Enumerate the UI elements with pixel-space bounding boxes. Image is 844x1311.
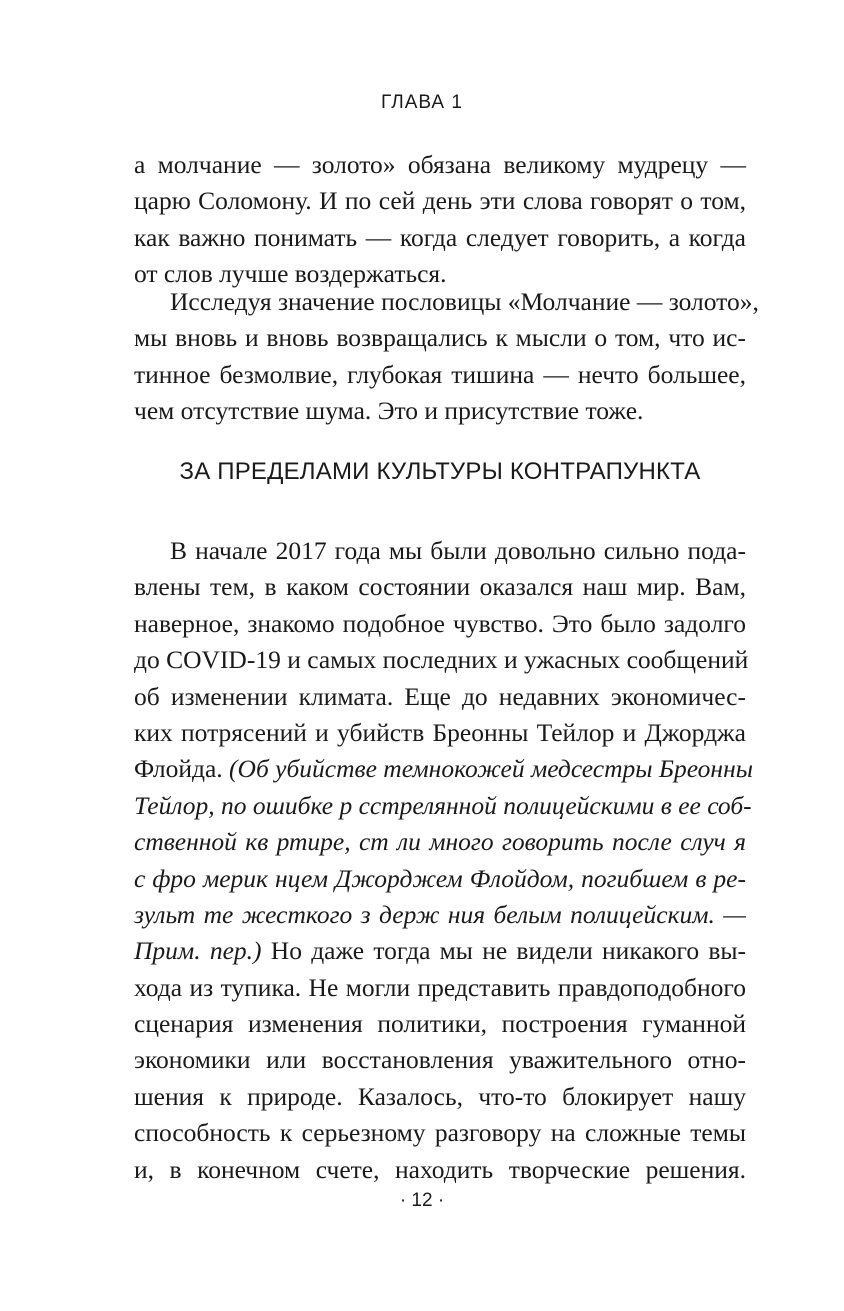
translator-note-line: с фро мерик нцем Джорджем Флойдом, погибшем в ре- <box>134 863 746 893</box>
text-line: от слов лучше воздержаться. <box>134 259 447 289</box>
text-line: царю Соломону. И по сей день эти слова говорят о том, <box>134 186 746 216</box>
text-line <box>134 933 746 969</box>
paragraph-2 <box>134 284 759 430</box>
translator-note-start: (Об убийстве темнокожей медсестры Бреонны <box>229 754 754 784</box>
text-line: и, в конечном счете, находить творческие решения. <box>134 1154 746 1184</box>
translator-note-line: ственной кв ртире, ст ли много говорить после случ я <box>134 827 746 857</box>
text-line: шения к природе. Казалось, что-то блокирует нашу <box>134 1081 746 1111</box>
text-line: чем отсутствие шума. Это и присутствие тоже. <box>134 396 644 426</box>
paragraph-1 <box>134 147 746 293</box>
text-line: до COVID-19 и самых последних и ужасных сообщений <box>134 645 749 675</box>
translator-note-line: Тейлор, по ошибке р сстрелянной полицейскими в ее соб- <box>134 790 752 820</box>
translator-note-end: Прим. пер.) <box>134 936 262 966</box>
text-line: влены тем, в каком состоянии оказался наш мир. Вам, <box>134 572 746 602</box>
text-line: ких потрясений и убийств Бреонны Тейлор и Джорджа <box>134 717 746 747</box>
running-head: ГЛАВА 1 <box>381 92 463 113</box>
text-line: экономики или восстановления уважительного отно- <box>134 1045 746 1075</box>
paragraph-3 <box>134 533 754 1188</box>
text-line: об изменении климата. Еще до недавних экономичес- <box>134 681 746 711</box>
text-run: Но даже тогда мы не видели никакого вы- <box>261 936 746 966</box>
text-line: тинное безмолвие, глубокая тишина — нечто большее, <box>134 359 746 389</box>
text-line: хода из тупика. Не могли представить правдоподобного <box>134 972 746 1002</box>
text-line: способность к серьезному разговору на сложные темы <box>134 1118 746 1148</box>
text-line: В начале 2017 года мы были довольно сильно пода- <box>170 536 746 565</box>
text-line: наверное, знакомо подобное чувство. Это было задолго <box>134 608 746 638</box>
section-heading: ЗА ПРЕДЕЛАМИ КУЛЬТУРЫ КОНТРАПУНКТА <box>179 458 701 485</box>
text-line <box>134 751 754 787</box>
text-line: мы вновь и вновь возвращались к мысли о том, что ис- <box>134 323 746 353</box>
text-line: как важно понимать — когда следует говорить, а когда <box>134 222 746 252</box>
page-number: · 12 · <box>399 1190 445 1211</box>
text-line: сценария изменения политики, построения гуманной <box>134 1009 746 1039</box>
text-line: а молчание — золото» обязана великому мудрецу — <box>134 150 746 179</box>
translator-note-line: зульт те жесткого з держ ния белым полицейским. — <box>134 899 746 929</box>
text-run: Флойда. <box>134 754 230 784</box>
text-line: Исследуя значение пословицы «Молчание — золото», <box>170 287 759 316</box>
